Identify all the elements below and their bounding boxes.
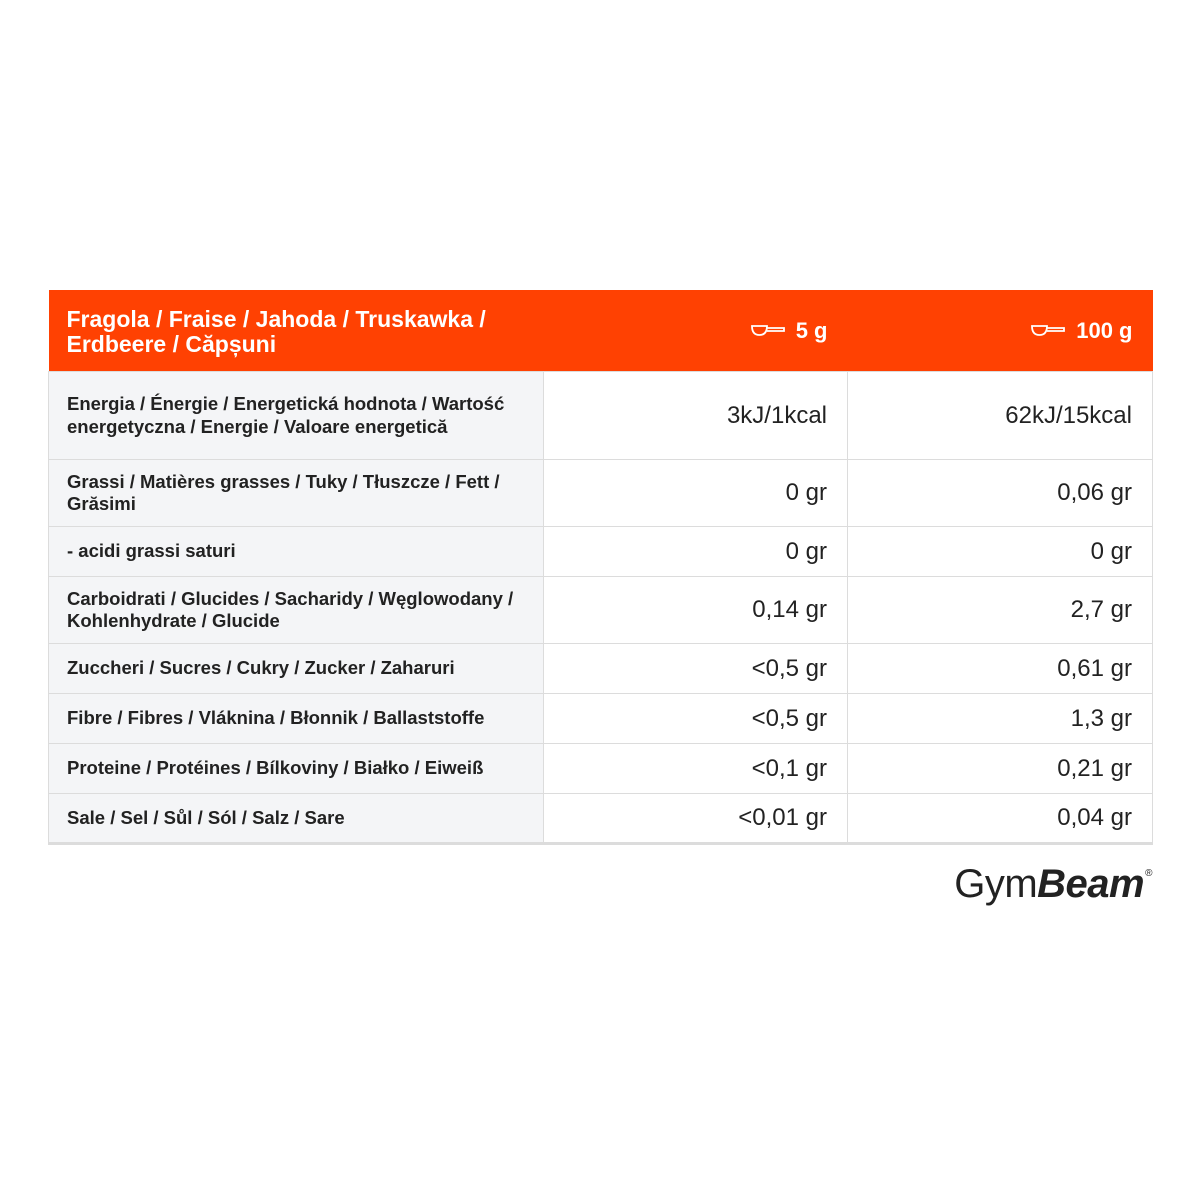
per100-column-header: [848, 290, 1153, 372]
serving-value: 0 gr: [544, 527, 848, 577]
nutrient-label: Fibre / Fibres / Vláknina / Błonnik / Ballaststoffe: [49, 694, 544, 744]
table-body: [49, 372, 1153, 844]
product-flavor-label: Fragola / Fraise / Jahoda / Truskawka / Erdbeere / Căpșuni: [49, 290, 544, 372]
table-row-fat: [49, 460, 1153, 527]
table-row-saturated-fat: [49, 527, 1153, 577]
nutrient-label: Energia / Énergie / Energetická hodnota / Wartość energetyczna / Energie / Valoare energetică: [49, 372, 544, 460]
per100-value: 0,21 gr: [848, 744, 1153, 794]
nutrient-label: Proteine / Protéines / Bílkoviny / Białko / Eiweiß: [49, 744, 544, 794]
serving-value: 0 gr: [544, 460, 848, 527]
serving-value: <0,01 gr: [544, 794, 848, 844]
nutrition-table: [48, 290, 1153, 845]
serving-column-header: [544, 290, 848, 372]
nutrient-label: Zuccheri / Sucres / Cukry / Zucker / Zaharuri: [49, 644, 544, 694]
table-row-fibre: [49, 694, 1153, 744]
nutrient-label: Sale / Sel / Sůl / Sól / Salz / Sare: [49, 794, 544, 844]
brand-name-bold: Beam: [1037, 862, 1145, 906]
per100-value: 0 gr: [848, 527, 1153, 577]
serving-column-label: 5 g: [795, 317, 828, 343]
scoop-icon: [750, 321, 786, 339]
nutrient-label: - acidi grassi saturi: [49, 527, 544, 577]
header-row: [49, 290, 1153, 372]
table-row-sugars: [49, 644, 1153, 694]
table-row-energy: [49, 372, 1153, 460]
serving-value: <0,5 gr: [544, 644, 848, 694]
table-row-carbohydrates: [49, 577, 1153, 644]
serving-value: 0,14 gr: [544, 577, 848, 644]
per100-value: 1,3 gr: [848, 694, 1153, 744]
per100-column-label: 100 g: [1076, 317, 1133, 343]
per100-value: 0,61 gr: [848, 644, 1153, 694]
per100-value: 62kJ/15kcal: [848, 372, 1153, 460]
per100-value: 0,06 gr: [848, 460, 1153, 527]
registered-mark: ®: [1145, 868, 1152, 879]
per100-value: 0,04 gr: [848, 794, 1153, 844]
per100-value: 2,7 gr: [848, 577, 1153, 644]
scoop-icon: [1030, 321, 1066, 339]
serving-value: <0,1 gr: [544, 744, 848, 794]
nutrient-label: Carboidrati / Glucides / Sacharidy / Węglowodany / Kohlenhydrate / Glucide: [49, 577, 544, 644]
serving-value: <0,5 gr: [544, 694, 848, 744]
brand-logo: [954, 862, 1152, 907]
table-row-salt: [49, 794, 1153, 844]
table-header: [49, 290, 1153, 372]
table-row-protein: [49, 744, 1153, 794]
brand-name-light: Gym: [954, 862, 1038, 906]
nutrient-label: Grassi / Matières grasses / Tuky / Tłuszcze / Fett / Grăsimi: [49, 460, 544, 527]
serving-value: 3kJ/1kcal: [544, 372, 848, 460]
